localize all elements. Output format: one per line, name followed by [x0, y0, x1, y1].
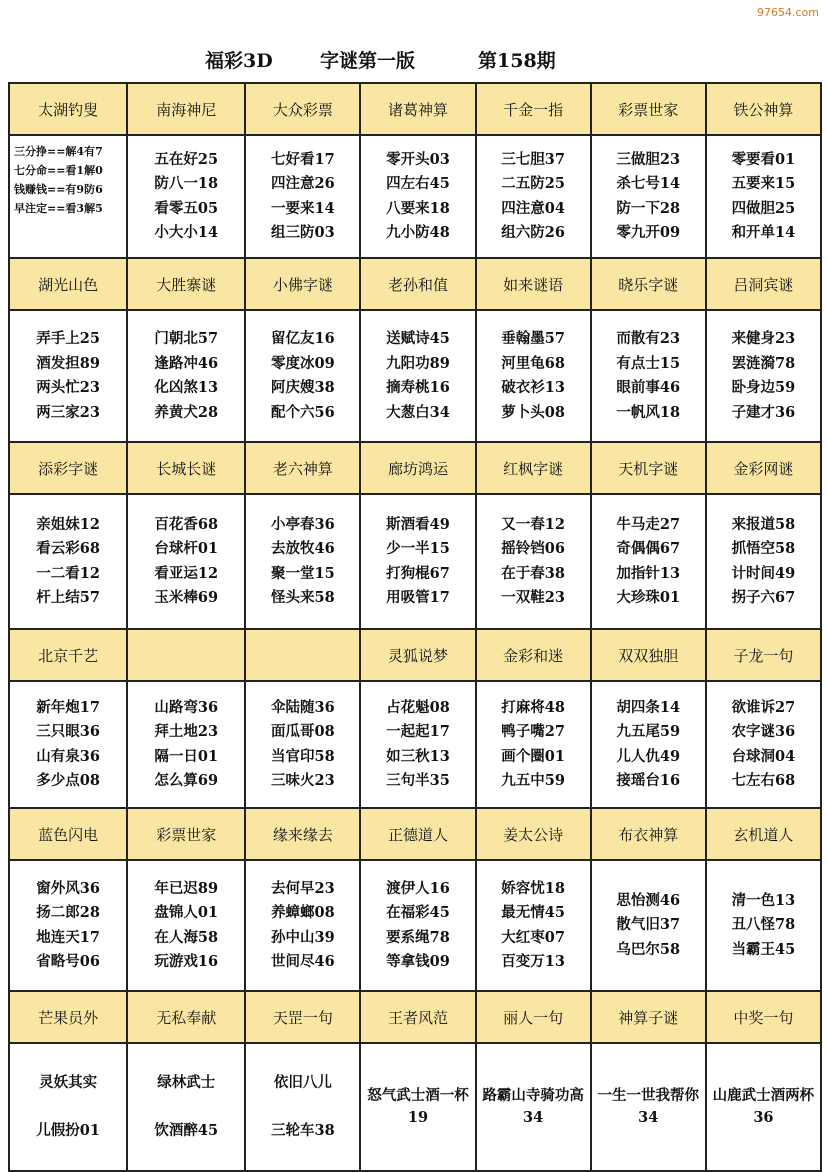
riddle-cell — [360, 494, 475, 629]
author-header: 神算子谜 — [591, 991, 706, 1043]
author-header: 王者风范 — [360, 991, 475, 1043]
riddle-cell — [9, 681, 127, 808]
header-row — [9, 83, 821, 135]
riddle-line: 山鹿武士酒两杯36 — [712, 1087, 815, 1126]
riddle-line: 三七胆37 — [501, 150, 565, 168]
riddle-cell — [706, 494, 821, 629]
riddle-line: 四注意04 — [501, 199, 565, 217]
author-header: 金彩和迷 — [476, 629, 591, 681]
riddle-cell — [9, 860, 127, 991]
riddle-line: 来健身23 — [731, 330, 796, 347]
author-header: 天机字谜 — [591, 442, 706, 494]
riddle-line: 奇偶偶67 — [616, 540, 681, 557]
riddle-line: 摇铃铛06 — [501, 540, 565, 557]
header-row — [9, 629, 821, 681]
riddle-cell — [476, 1043, 591, 1171]
riddle-cell — [245, 135, 360, 258]
riddle-cell — [476, 135, 591, 258]
riddle-line: 农字谜36 — [731, 723, 796, 740]
riddle-row — [9, 494, 821, 629]
riddle-line: 零要看01 — [731, 150, 796, 168]
riddle-line: 接瑶台16 — [616, 772, 681, 789]
riddle-line: 送赋诗45 — [386, 330, 450, 347]
riddle-line: 少一半15 — [386, 540, 450, 557]
riddle-line: 去放牧46 — [271, 540, 335, 557]
riddle-line: 组六防26 — [501, 224, 565, 241]
riddle-line: 思怡测46 — [616, 891, 681, 909]
riddle-line: 省略号06 — [36, 953, 100, 970]
riddle-line: 散气旧37 — [616, 916, 681, 934]
riddle-line: 养蟑螂08 — [271, 904, 335, 921]
riddle-line: 留亿友16 — [271, 330, 335, 347]
riddle-cell — [476, 860, 591, 991]
riddle-line: 化凶煞13 — [154, 379, 219, 396]
author-header: 缘来缘去 — [245, 808, 360, 860]
riddle-line: 伞陆随36 — [271, 698, 335, 716]
riddle-line: 渡伊人16 — [386, 879, 450, 897]
author-header: 天罡一句 — [245, 991, 360, 1043]
author-header: 吕洞宾谜 — [706, 258, 821, 310]
riddle-row — [9, 681, 821, 808]
issue-number: 第158期 — [478, 50, 556, 72]
riddle-line: 五要来15 — [731, 175, 796, 192]
riddle-line: 杆上结57 — [36, 589, 100, 606]
riddle-line: 四左右45 — [386, 175, 450, 192]
author-header: 诸葛神算 — [360, 83, 475, 135]
riddle-cell — [245, 1043, 360, 1171]
riddle-cell — [476, 494, 591, 629]
riddle-cell — [360, 135, 475, 258]
watermark-text: 97654.com — [757, 6, 819, 19]
riddle-cell — [360, 860, 475, 991]
riddle-line: 怒气武士酒一杯19 — [367, 1087, 469, 1126]
author-header: 长城长谜 — [127, 442, 245, 494]
riddle-line: 扬二郎28 — [36, 904, 100, 921]
author-header: 北京千艺 — [9, 629, 127, 681]
riddle-line: 欲谁诉27 — [731, 698, 796, 716]
riddle-line: 新年炮17 — [36, 698, 100, 716]
riddle-line: 鸭子嘴27 — [501, 723, 565, 740]
riddle-line: 一生一世我帮你34 — [597, 1087, 699, 1126]
author-header: 添彩字谜 — [9, 442, 127, 494]
riddle-line: 灵妖其实 — [39, 1073, 98, 1091]
author-header: 姜太公诗 — [476, 808, 591, 860]
riddle-line: 逢路冲46 — [154, 354, 219, 372]
author-header: 布衣神算 — [591, 808, 706, 860]
author-header: 红枫字谜 — [476, 442, 591, 494]
riddle-line: 路霸山寺骑功高34 — [482, 1087, 584, 1126]
author-header: 如来谜语 — [476, 258, 591, 310]
riddle-line: 孙中山39 — [271, 928, 335, 946]
riddle-line: 罢涟漪78 — [731, 354, 796, 372]
riddle-row — [9, 1043, 821, 1171]
riddle-line: 防一下28 — [616, 199, 681, 217]
riddle-cell — [9, 135, 127, 258]
riddle-line: 大葱白34 — [386, 403, 450, 421]
riddle-line: 用吸管17 — [386, 589, 450, 606]
header-row — [9, 442, 821, 494]
author-header: 正德道人 — [360, 808, 475, 860]
riddle-line: 八要来18 — [386, 199, 450, 217]
author-header: 丽人一句 — [476, 991, 591, 1043]
riddle-cell — [127, 135, 245, 258]
riddle-line: 一双鞋23 — [501, 589, 565, 606]
riddle-cell — [706, 860, 821, 991]
riddle-line: 五在好25 — [154, 150, 219, 168]
riddle-line: 七左右68 — [731, 772, 796, 789]
riddle-line: 在福彩45 — [386, 904, 450, 921]
riddle-line: 又一春12 — [501, 515, 565, 533]
author-header: 彩票世家 — [591, 83, 706, 135]
riddle-cell — [476, 681, 591, 808]
riddle-line: 看亚运12 — [154, 564, 219, 582]
riddle-line: 子建才36 — [731, 403, 796, 421]
riddle-line: 看零五05 — [154, 199, 219, 217]
riddle-line: 山路弯36 — [154, 698, 219, 716]
riddle-line: 丑八怪78 — [731, 916, 796, 934]
riddle-line: 乌巴尔58 — [616, 940, 681, 958]
riddle-line: 当霸王45 — [731, 940, 796, 958]
riddle-line: 最无情45 — [501, 904, 565, 921]
riddle-line: 弄手上25 — [36, 330, 100, 347]
riddle-line: 酒发担89 — [36, 354, 100, 372]
riddle-line: 娇容忧18 — [501, 879, 565, 897]
riddle-cell — [706, 681, 821, 808]
riddle-line: 百变万13 — [501, 953, 565, 970]
author-header: 玄机道人 — [706, 808, 821, 860]
lottery-name: 福彩3D — [205, 50, 273, 72]
riddle-line: 亲姐妹12 — [36, 515, 100, 533]
riddle-cell — [360, 681, 475, 808]
riddle-cell — [9, 494, 127, 629]
riddle-line: 零开头03 — [386, 150, 450, 168]
riddle-line: 眼前事46 — [616, 379, 681, 396]
riddle-line: 要系绳78 — [386, 928, 450, 946]
riddle-line: 摘寿桃16 — [386, 379, 450, 396]
riddle-line: 依旧八儿 — [273, 1073, 332, 1091]
riddle-line: 三味火23 — [271, 772, 335, 789]
riddle-line: 画个圈01 — [501, 747, 565, 765]
edition-name: 字谜第一版 — [320, 50, 416, 72]
riddle-line: 玉米棒69 — [154, 589, 219, 606]
riddle-line: 隔一日01 — [154, 747, 219, 765]
riddle-line: 拜土地23 — [154, 723, 219, 740]
riddle-line: 防八一18 — [154, 175, 219, 192]
riddle-line: 三只眼36 — [36, 723, 100, 740]
riddle-line: 钱赚钱==有9防6 — [14, 183, 103, 196]
riddle-line: 杀七号14 — [616, 175, 681, 192]
riddle-cell — [127, 494, 245, 629]
riddle-line: 占花魁08 — [386, 698, 450, 716]
riddle-line: 组三防03 — [271, 224, 335, 241]
riddle-line: 胡四条14 — [616, 698, 681, 716]
riddle-cell — [591, 135, 706, 258]
riddle-cell — [245, 860, 360, 991]
riddle-line: 九五中59 — [501, 772, 565, 789]
author-header: 南海神尼 — [127, 83, 245, 135]
riddle-line: 打麻将48 — [501, 698, 565, 716]
riddle-line: 来报道58 — [731, 515, 796, 533]
riddle-line: 九阳功89 — [386, 354, 450, 372]
riddle-line: 配个六56 — [271, 403, 335, 421]
riddle-line: 地连天17 — [36, 928, 100, 946]
riddle-line: 河里龟68 — [501, 354, 565, 372]
riddle-line: 三做胆23 — [616, 150, 681, 168]
riddle-line: 萝卜头08 — [501, 403, 565, 421]
riddle-table — [8, 82, 822, 1172]
riddle-line: 玩游戏16 — [154, 953, 219, 970]
riddle-line: 年已迟89 — [154, 879, 219, 897]
riddle-line: 七好看17 — [271, 150, 335, 168]
riddle-line: 九小防48 — [386, 224, 450, 241]
riddle-line: 加指针13 — [616, 564, 681, 582]
riddle-line: 儿假扮01 — [36, 1122, 100, 1139]
author-header: 晓乐字谜 — [591, 258, 706, 310]
riddle-line: 儿人仇49 — [616, 747, 681, 765]
riddle-line: 斯酒看49 — [386, 515, 450, 533]
riddle-line: 七分命==看1解0 — [14, 164, 103, 177]
header-row — [9, 258, 821, 310]
riddle-line: 三句半35 — [386, 772, 450, 789]
page-title — [0, 46, 827, 76]
riddle-line: 九五尾59 — [616, 723, 681, 740]
riddle-cell — [127, 310, 245, 442]
riddle-line: 三轮车38 — [271, 1122, 335, 1139]
riddle-line: 打狗棍67 — [386, 564, 450, 582]
author-header: 彩票世家 — [127, 808, 245, 860]
author-header: 芒果员外 — [9, 991, 127, 1043]
riddle-line: 大红枣07 — [501, 928, 565, 946]
riddle-line: 多少点08 — [36, 772, 100, 789]
riddle-cell — [127, 1043, 245, 1171]
riddle-row — [9, 135, 821, 258]
riddle-row — [9, 310, 821, 442]
riddle-line: 有点士15 — [616, 354, 681, 372]
riddle-cell — [591, 1043, 706, 1171]
riddle-line: 百花香68 — [154, 515, 219, 533]
riddle-line: 台球洞04 — [731, 747, 796, 765]
riddle-line: 去何早23 — [271, 879, 335, 897]
riddle-line: 抓悟空58 — [731, 540, 796, 557]
riddle-line: 大珍珠01 — [616, 589, 681, 606]
riddle-line: 阿庆嫂38 — [271, 379, 335, 396]
author-header: 老孙和值 — [360, 258, 475, 310]
riddle-line: 零九开09 — [616, 224, 681, 241]
header-row — [9, 808, 821, 860]
riddle-line: 在人海58 — [154, 928, 219, 946]
author-header: 灵狐说梦 — [360, 629, 475, 681]
author-header: 铁公神算 — [706, 83, 821, 135]
riddle-line: 门朝北57 — [154, 330, 219, 347]
riddle-cell — [245, 310, 360, 442]
riddle-line: 盘锦人01 — [154, 904, 219, 921]
riddle-line: 在于春38 — [501, 564, 565, 582]
riddle-line: 一二看12 — [36, 564, 100, 582]
riddle-line: 二五防25 — [501, 175, 565, 192]
author-header: 老六神算 — [245, 442, 360, 494]
riddle-cell — [591, 681, 706, 808]
riddle-line: 一起起17 — [386, 723, 450, 740]
riddle-line: 小亭春36 — [271, 515, 335, 533]
author-header: 廊坊鸿运 — [360, 442, 475, 494]
riddle-line: 养黄犬28 — [154, 403, 219, 421]
riddle-line: 牛马走27 — [616, 515, 681, 533]
riddle-line: 两三家23 — [36, 403, 100, 421]
riddle-line: 拐子六67 — [731, 589, 796, 606]
riddle-line: 面瓜哥08 — [271, 723, 335, 740]
riddle-cell — [245, 681, 360, 808]
riddle-cell — [476, 310, 591, 442]
author-header: 小佛字谜 — [245, 258, 360, 310]
author-header: 蓝色闪电 — [9, 808, 127, 860]
riddle-cell — [9, 1043, 127, 1171]
riddle-line: 破衣衫13 — [501, 379, 565, 396]
riddle-line: 和开单14 — [731, 224, 796, 241]
riddle-line: 台球杆01 — [154, 540, 219, 557]
riddle-line: 山有泉36 — [36, 747, 100, 765]
riddle-cell — [591, 860, 706, 991]
riddle-line: 早注定==看3解5 — [14, 202, 103, 215]
riddle-cell — [706, 1043, 821, 1171]
riddle-line: 饮酒醉45 — [154, 1122, 219, 1139]
author-header: 大胜寨谜 — [127, 258, 245, 310]
riddle-line: 看云彩68 — [36, 540, 100, 557]
riddle-cell — [127, 681, 245, 808]
riddle-cell — [706, 310, 821, 442]
riddle-line: 一帆风18 — [616, 403, 681, 421]
riddle-cell — [706, 135, 821, 258]
riddle-line: 四注意26 — [271, 175, 335, 192]
riddle-line: 一要来14 — [271, 199, 335, 217]
author-header — [245, 629, 360, 681]
riddle-line: 聚一堂15 — [271, 564, 335, 582]
author-header: 双双独胆 — [591, 629, 706, 681]
riddle-line: 世间尽46 — [271, 953, 335, 970]
riddle-line: 等拿钱09 — [386, 953, 450, 970]
riddle-line: 怎么算69 — [154, 772, 219, 789]
author-header: 太湖钓叟 — [9, 83, 127, 135]
riddle-cell — [127, 860, 245, 991]
author-header: 无私奉献 — [127, 991, 245, 1043]
riddle-line: 窗外风36 — [36, 879, 100, 897]
author-header: 千金一指 — [476, 83, 591, 135]
riddle-line: 三分挣==解4有7 — [14, 145, 103, 158]
riddle-cell — [360, 1043, 475, 1171]
riddle-line: 垂翰墨57 — [501, 330, 565, 347]
riddle-row — [9, 860, 821, 991]
riddle-line: 如三秋13 — [386, 747, 450, 765]
riddle-cell — [591, 310, 706, 442]
riddle-line: 绿林武士 — [157, 1073, 216, 1091]
riddle-line: 而散有23 — [616, 330, 681, 347]
author-header — [127, 629, 245, 681]
riddle-line: 零度冰09 — [271, 354, 335, 372]
riddle-line: 怪头来58 — [271, 589, 335, 606]
author-header: 湖光山色 — [9, 258, 127, 310]
author-header: 子龙一句 — [706, 629, 821, 681]
author-header: 中奖一句 — [706, 991, 821, 1043]
riddle-line: 清一色13 — [731, 891, 796, 909]
riddle-line: 卧身边59 — [731, 379, 796, 396]
riddle-line: 四做胆25 — [731, 199, 796, 217]
author-header: 金彩网谜 — [706, 442, 821, 494]
riddle-cell — [360, 310, 475, 442]
riddle-cell — [245, 494, 360, 629]
riddle-cell — [591, 494, 706, 629]
riddle-cell — [9, 310, 127, 442]
riddle-line: 当官印58 — [271, 747, 335, 765]
author-header: 大众彩票 — [245, 83, 360, 135]
header-row — [9, 991, 821, 1043]
riddle-line: 小大小14 — [154, 224, 219, 241]
riddle-line: 计时间49 — [731, 564, 796, 582]
riddle-line: 两头忙23 — [36, 379, 100, 396]
